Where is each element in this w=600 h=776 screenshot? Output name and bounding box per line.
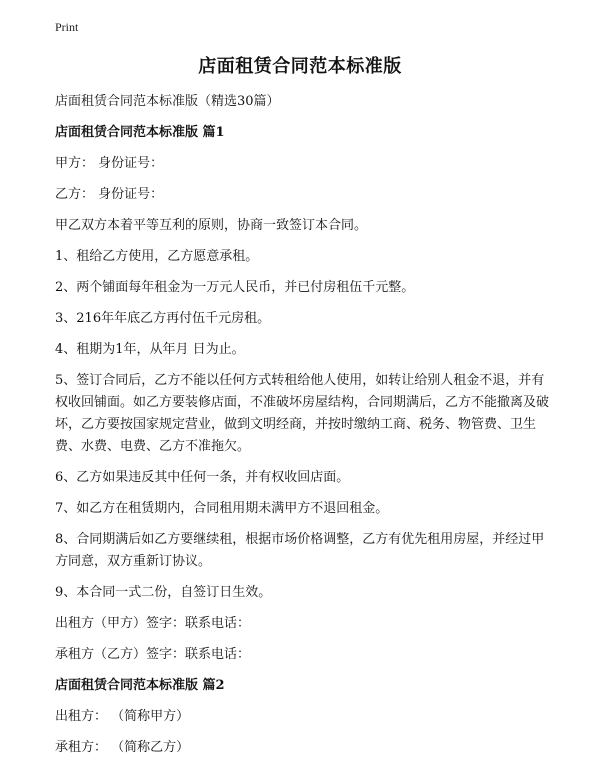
section-heading-2: 店面租赁合同范本标准版 篇2	[55, 678, 225, 693]
clause-3: 3、216年年底乙方再付伍千元房租。	[55, 311, 271, 326]
section-heading-1: 店面租赁合同范本标准版 篇1	[55, 125, 225, 140]
preamble-paragraph: 甲乙双方本着平等互利的原则，协商一致签订本合同。	[55, 218, 368, 233]
clause-7: 7、如乙方在租赁期内，合同租用期未满甲方不退回租金。	[55, 501, 389, 516]
clause-2: 2、两个铺面每年租金为一万元人民币，并已付房租伍千元整。	[55, 280, 415, 295]
document-title: 店面租赁合同范本标准版	[198, 56, 402, 77]
party-b-line: 乙方： 身份证号：	[55, 187, 164, 202]
party-a-line: 甲方： 身份证号：	[55, 156, 164, 171]
lessor-signature-line: 出租方（甲方）签字：联系电话：	[55, 616, 251, 631]
clause-5: 5、签订合同后，乙方不能以任何方式转租给他人使用，如转让给别人租金不退，并有权收回铺面。如乙方要装修店面，不准破坏房屋结构，合同期满后，乙方不能撤离及破坏，乙方要按国家规定营业，做到文明经商，并按时缴纳工商、税务、物管费、卫生费、水费、电费、乙方不准拖欠。	[55, 373, 550, 454]
clause-9: 9、本合同一式二份，自签订日生效。	[55, 585, 272, 600]
print-link[interactable]: Print	[55, 20, 79, 34]
lessee-signature-line: 承租方（乙方）签字：联系电话：	[55, 647, 251, 662]
clause-8: 8、合同期满后如乙方要继续租，根据市场价格调整，乙方有优先租用房屋，并经过甲方同意，双方重新订协议。	[55, 532, 545, 569]
clause-6: 6、乙方如果违反其中任何一条，并有权收回店面。	[55, 470, 350, 485]
clause-1: 1、租给乙方使用，乙方愿意承租。	[55, 249, 259, 264]
document-subtitle: 店面租赁合同范本标准版（精选30篇）	[55, 94, 280, 109]
document-body	[55, 91, 550, 768]
lessee-line: 承租方： （简称乙方）	[55, 740, 190, 755]
lessor-line: 出租方： （简称甲方）	[55, 709, 190, 724]
clause-4: 4、租期为1年，从年月 日为止。	[55, 342, 245, 357]
